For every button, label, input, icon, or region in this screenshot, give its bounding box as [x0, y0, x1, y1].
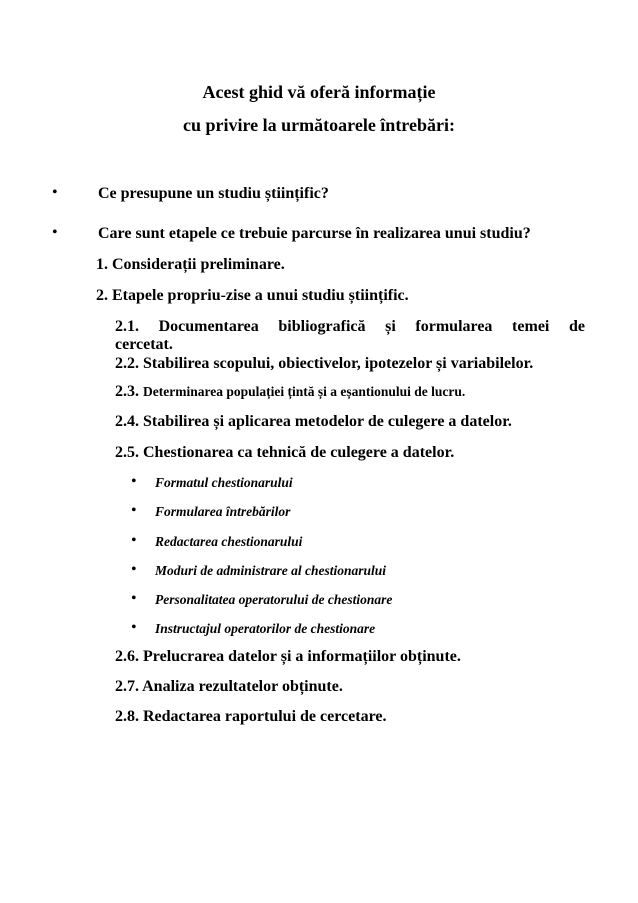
- bullet-icon: •: [131, 502, 137, 519]
- questionnaire-item-1: Formatul chestionarului: [155, 475, 293, 490]
- subsection-2-6: 2.6. Prelucrarea datelor și a informațiilor obținute.: [115, 648, 461, 665]
- subsection-2-8: 2.8. Redactarea raportului de cercetare.: [115, 708, 387, 725]
- bullet-item-1: Ce presupune un studiu științific?: [98, 185, 329, 202]
- bullet-icon: •: [131, 473, 137, 490]
- subsection-2-1-line-2: cercetat.: [115, 336, 173, 353]
- bullet-item-2: Care sunt etapele ce trebuie parcurse în realizarea unui studiu?: [98, 225, 531, 242]
- subsection-2-4: 2.4. Stabilirea și aplicarea metodelor de culegere a datelor.: [115, 413, 512, 430]
- questionnaire-item-5: Personalitatea operatorului de chestionare: [155, 592, 393, 607]
- bullet-icon: •: [52, 224, 58, 241]
- bullet-icon: •: [131, 532, 137, 549]
- subsection-2-3-number: 2.3.: [115, 383, 139, 400]
- bullet-icon: •: [131, 619, 137, 636]
- questionnaire-item-4: Moduri de administrare al chestionarului: [155, 563, 387, 578]
- subsection-2-7: 2.7. Analiza rezultatelor obținute.: [115, 678, 343, 695]
- title-line-2: cu privire la următoarele întrebări:: [183, 115, 455, 135]
- subsection-2-5: 2.5. Chestionarea ca tehnică de culegere a datelor.: [115, 444, 455, 461]
- subsection-2-2: 2.2. Stabilirea scopului, obiectivelor, ipotezelor și variabilelor.: [115, 355, 534, 372]
- subsection-2-3: [115, 383, 465, 401]
- section-1: 1. Considerații preliminare.: [96, 256, 285, 273]
- subsection-2-3-text: Determinarea populației țintă și a eșantionului de lucru.: [143, 384, 466, 399]
- questionnaire-item-6: Instructajul operatorilor de chestionare: [155, 621, 376, 636]
- bullet-icon: •: [52, 184, 58, 201]
- section-2: 2. Etapele propriu-zise a unui studiu științific.: [96, 287, 409, 304]
- questionnaire-item-3: Redactarea chestionarului: [155, 534, 303, 549]
- bullet-icon: •: [131, 561, 137, 578]
- subsection-2-1: [115, 318, 585, 354]
- questionnaire-item-2: Formularea întrebărilor: [155, 504, 291, 519]
- title-line-1: Acest ghid vă oferă informație: [202, 82, 436, 102]
- subsection-2-1-line-1: 2.1. Documentarea bibliografică și formularea temei de: [115, 318, 585, 335]
- bullet-icon: •: [131, 590, 137, 607]
